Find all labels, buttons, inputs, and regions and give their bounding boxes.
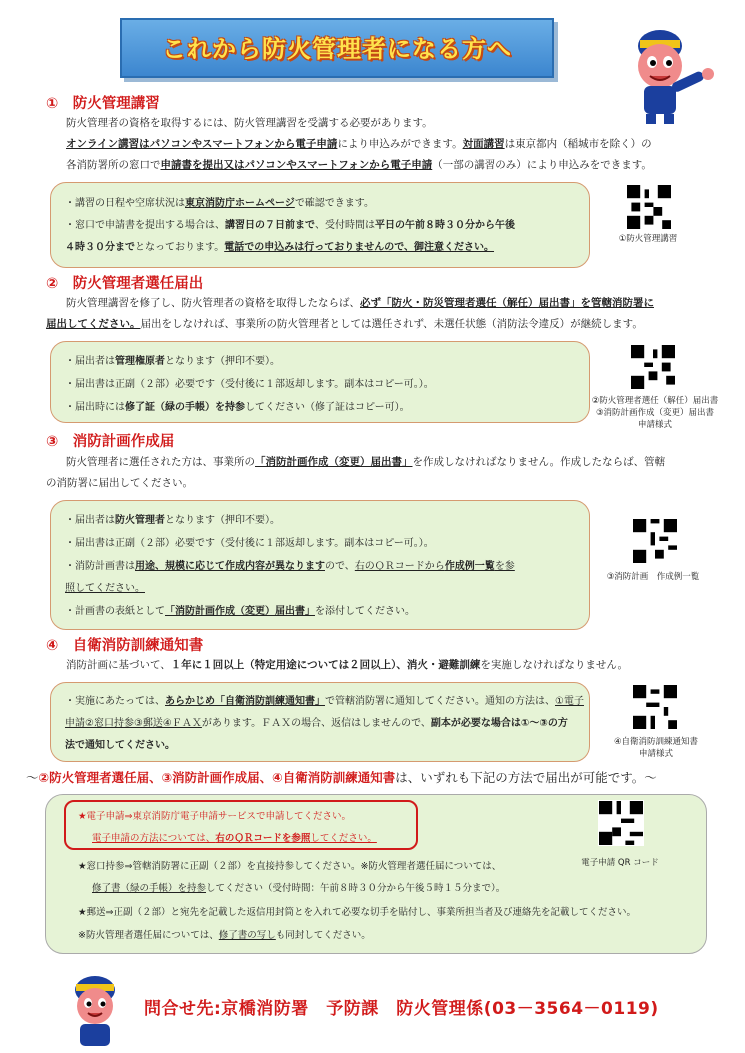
s1-box-line-1: ・講習の日程や空席状況は東京消防庁ホームページで確認できます。 — [65, 198, 375, 209]
s4-qr-caption-1: ④自衛消防訓練通知書 — [613, 737, 699, 747]
s1-para-2: オンライン講習はパソコンやスマートフォンから電子申請により申込みができます。対面講習は東京都内（稲城市を除く）の — [66, 138, 652, 150]
section-1-title: ① 防火管理講習 — [46, 96, 160, 112]
bottom-line-2: 電子申請の方法については、右のＱＲコードを参照してください。 — [92, 833, 377, 844]
s4-box-line-1: ・実施にあたっては、あらかじめ「自衛消防訓練通知書」で管轄消防署に通知してください。通知の方法は、①電子 — [65, 696, 584, 707]
s1-para-3: 各消防署所の窓口で申請書を提出又はパソコンやスマートフォンから電子申請（一部の講習のみ）により申込みをできます。 — [66, 159, 652, 171]
s3-box-line-1: ・届出者は防火管理者となります（押印不要）。 — [65, 515, 280, 526]
s2-qr-code[interactable] — [630, 344, 676, 390]
s3-box-line-2: ・届出書は正副（２部）必要です（受付後に１部返却します。副本はコピー可。）。 — [65, 538, 434, 549]
s3-qr-code[interactable] — [632, 518, 678, 564]
mascot-illustration-bottom — [60, 970, 130, 1048]
section-3-title: ③ 消防計画作成届 — [46, 434, 175, 450]
s2-box-line-3: ・届出時には修了証（緑の手帳）を持参してください（修了証はコピー可）。 — [65, 402, 410, 413]
bottom-line-5: ★郵送⇒正副（２部）と宛先を記載した返信用封筒とを入れて必要な切手を貼付し、事業所担当者及び連絡先を記載してください。 — [78, 907, 636, 918]
s3-para-1: 防火管理者に選任された方は、事業所の「消防計画作成（変更）届出書」を作成しなければなりません。作成したならば、管轄 — [66, 456, 666, 468]
s3-box-line-3: ・消防計画書は用途、規模に応じて作成内容が異なりますので、右のＱＲコードから作成例一覧を参 — [65, 561, 515, 572]
s1-box-line-3: ４時３０分までとなっております。電話での申込みは行っておりませんので、御注意ください。 — [65, 242, 495, 253]
s4-info-box — [50, 682, 590, 762]
qr-code-icon — [631, 345, 675, 389]
s1-qr-caption: ①防火管理講習 — [618, 234, 678, 244]
s3-info-box — [50, 500, 590, 630]
section-2-title: ② 防火管理者選任届出 — [46, 276, 204, 292]
s2-qr-caption-2: ③消防計画作成（変更）届出書 — [595, 408, 715, 418]
s2-box-line-2: ・届出書は正副（２部）必要です（受付後に１部返却します。副本はコピー可。）。 — [65, 379, 434, 390]
s1-qr-code[interactable] — [626, 184, 672, 230]
s3-qr-caption: ③消防計画 作成例一覧 — [606, 572, 700, 582]
contact-info: 問合せ先:京橋消防署 予防課 防火管理係(03－3564－0119) — [144, 999, 659, 1019]
qr-code-icon — [633, 519, 677, 563]
bottom-line-4: 修了書（緑の手帳）を持参してください（受付時間：午前８時３０分から午後５時１５分まで）。 — [92, 883, 506, 894]
s1-info-box — [50, 182, 590, 268]
s4-qr-code[interactable] — [632, 684, 678, 730]
bottom-line-3: ★窓口持参⇒管轄消防署に正副（２部）を直接持参してください。※防火管理者選任届については、 — [78, 861, 502, 872]
e-application-qr-code[interactable] — [598, 800, 644, 846]
s2-qr-caption-1: ②防火管理者選任（解任）届出書 — [591, 396, 719, 406]
s3-para-2: の消防署に届出してください。 — [46, 477, 193, 489]
page-title: これから防火管理者になる方へ — [162, 35, 512, 63]
bottom-line-1: ★電子申請⇒東京消防庁電子申請サービスで申請してください。 — [78, 811, 351, 822]
s2-box-line-1: ・届出者は管理権原者となります（押印不要）。 — [65, 356, 280, 367]
e-application-qr-caption: 電子申請 QR コード — [581, 858, 659, 868]
s2-qr-caption-3: 申請様式 — [637, 420, 672, 430]
s4-box-line-2: 申請②窓口持参③郵送④ＦＡＸがあります。ＦＡＸの場合、返信はしませんので、副本が必要な場合は①～③の方 — [65, 718, 568, 729]
s2-para-2: 届出してください。届出をしなければ、事業所の防火管理者としては選任されず、未選任状態（消防法令違反）が継続します。 — [46, 318, 643, 330]
qr-code-icon — [627, 185, 671, 229]
s1-box-line-2: ・窓口で申請書を提出する場合は、講習日の７日前まで、受付時間は平日の午前８時３０分から午後 — [65, 220, 515, 231]
s3-box-line-4: 照してください。 — [65, 583, 145, 594]
title-banner — [120, 18, 554, 78]
s4-box-line-3: 法で通知してください。 — [65, 740, 175, 751]
mascot-illustration-top — [620, 18, 720, 128]
s4-qr-caption-2: 申請様式 — [638, 749, 673, 759]
s1-para-1: 防火管理者の資格を取得するには、防火管理講習を受講する必要があります。 — [66, 117, 433, 129]
s2-para-1: 防火管理講習を修了し、防火管理者の資格を取得したならば、必ず「防火・防災管理者選任（解任）届出書」を管轄消防署に — [66, 297, 654, 309]
s3-box-line-5: ・計画書の表紙として「消防計画作成（変更）届出書」を添付してください。 — [65, 606, 415, 617]
qr-code-icon — [599, 801, 643, 845]
filing-methods-notice: ～②防火管理者選任届、③消防計画作成届、④自衛消防訓練通知書は、いずれも下記の方法で届出が可能です。～ — [26, 770, 657, 785]
s2-info-box — [50, 341, 590, 423]
qr-code-icon — [633, 685, 677, 729]
section-4-title: ④ 自衛消防訓練通知書 — [46, 638, 204, 654]
s4-para-1: 消防計画に基づいて、１年に１回以上（特定用途については２回以上）、消火・避難訓練を実施しなければなりません。 — [66, 659, 628, 671]
bottom-line-6: ※防火管理者選任届については、修了書の写しも同封してください。 — [78, 930, 371, 941]
